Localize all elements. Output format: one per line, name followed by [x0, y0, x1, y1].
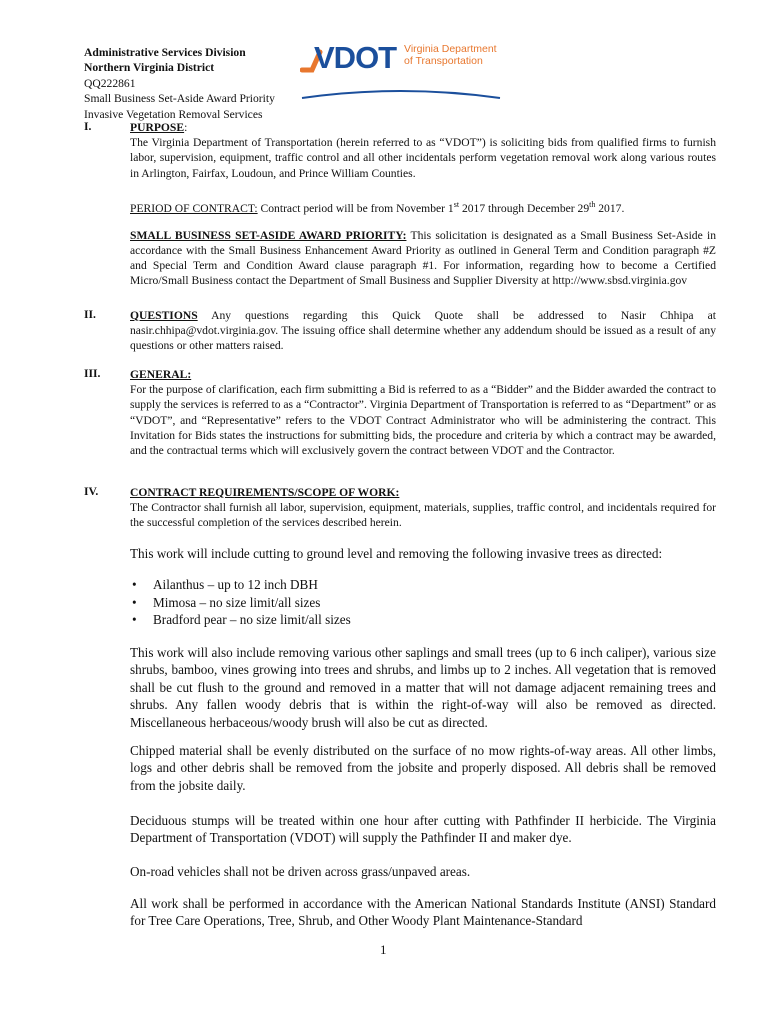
list-item-label: Bradford pear – no size limit/all sizes — [153, 612, 351, 628]
scope-body: The Contractor shall furnish all labor, supervision, equipment, materials, supplies, traffic control, and incidentals required for the successful completion of the services described herein. — [130, 501, 716, 530]
logo-wordmark: VDOT — [314, 40, 397, 75]
bullet-icon: • — [132, 594, 137, 610]
period-of-contract — [130, 197, 716, 216]
page-number: 1 — [380, 942, 387, 957]
invasive-tree-list — [130, 576, 351, 629]
period-sup-a: st — [453, 199, 460, 209]
scope-intro: This work will include cutting to ground level and removing the following invasive trees as directed: — [130, 546, 663, 561]
bullet-icon: • — [132, 577, 137, 592]
scope-heading: CONTRACT REQUIREMENTS/SCOPE OF WORK: — [130, 486, 400, 499]
list-item-label: Mimosa – no size limit/all sizes — [153, 594, 321, 610]
questions-heading: QUESTIONS — [130, 309, 198, 322]
award-type: Small Business Set-Aside Award Priority — [84, 92, 275, 106]
section-scope — [130, 485, 716, 531]
logo-subtitle-line2: of Transportation — [404, 54, 483, 67]
vdot-logo — [300, 40, 510, 106]
section-number-purpose: I. — [84, 120, 92, 133]
scope-paragraph-1: This work will also include removing various other saplings and small trees (up to 6 inch caliper), various size shrubs, bamboo, vines growing into trees and shrubs, and limbs up to 2 inches. All vegetation that is removed shall be cut flush to the ground and removed in a matter that will not damage adjacent remaining trees and shrubs. Any fallen woody debris that is within the right-of-way will also be removed as directed. Miscellaneous herbaceous/woody brush will also be cut as directed. — [130, 645, 716, 730]
list-item — [130, 576, 351, 594]
section-number-general: III. — [84, 367, 101, 380]
division-name: Administrative Services Division — [84, 46, 246, 59]
list-item-label: Ailanthus – up to 12 inch DBH — [153, 577, 318, 592]
section-purpose — [130, 120, 716, 289]
general-body: For the purpose of clarification, each firm submitting a Bid is referred to as a “Bidder” and the Bidder awarded the contract to supply the services is referred to as a “Contractor”. Virginia Department of Transportation is referred to as “Department” or as “VDOT”, and “Representative” refers to the VDOT Contract Administrator who will be administering the contract. This Invitation for Bids states the instructions for submitting bids, the procedure and criteria by which a contract may be awarded, and the contractual terms which will exclusively govern the contract between VDOT and the Contractor. — [130, 383, 716, 458]
list-item — [130, 611, 351, 629]
small-business-set-aside — [130, 228, 716, 289]
document-header — [84, 45, 275, 122]
list-item — [130, 594, 351, 612]
solicitation-number: QQ222861 — [84, 76, 136, 90]
purpose-heading: PURPOSE — [130, 121, 185, 134]
questions-body: Any questions regarding this Quick Quote shall be addressed to Nasir Chhipa at nasir.chhipa@vdot.virginia.gov. The issuing office shall determine whether any addendum should be issued as a result of any questions or other matters raised. — [130, 309, 716, 353]
purpose-body: The Virginia Department of Transportation (herein referred to as “VDOT”) is soliciting bids from qualified firms to furnish labor, supervision, equipment, traffic control and all other incidentals perform vegetation removal work along various routes in Arlington, Fairfax, Loudoun, and Prince William Counties. — [130, 136, 716, 180]
service-title: Invasive Vegetation Removal Services — [84, 107, 263, 121]
period-sup-b: th — [589, 199, 596, 209]
scope-paragraph-4: On-road vehicles shall not be driven across grass/unpaved areas. — [130, 864, 471, 879]
sbsa-label: SMALL BUSINESS SET-ASIDE AWARD PRIORITY: — [130, 228, 407, 242]
logo-subtitle-line1: Virginia Department — [404, 43, 497, 55]
scope-paragraph-2: Chipped material shall be evenly distributed on the surface of no mow rights-of-way areas. All other limbs, logs and other debris shall be removed from the jobsite and properly disposed. All debris shall be removed from the jobsite daily. — [130, 743, 716, 793]
logo-subtitle — [404, 44, 497, 67]
period-text-b: 2017 through December 29 — [459, 201, 590, 215]
section-number-questions: II. — [84, 308, 96, 321]
scope-paragraph-5: All work shall be performed in accordance with the American National Standards Institute (ANSI) Standard for Tree Care Operations, Tree, Shrub, and Other Woody Plant Maintenance-Standard — [130, 896, 716, 929]
period-text-c: 2017. — [595, 201, 625, 215]
purpose-colon: : — [184, 121, 188, 134]
period-label: PERIOD OF CONTRACT: — [130, 201, 258, 215]
district-name: Northern Virginia District — [84, 61, 215, 75]
bullet-icon: • — [132, 612, 137, 628]
scope-paragraph-3: Deciduous stumps will be treated within one hour after cutting with Pathfinder II herbicide. The Virginia Department of Transportation (VDOT) will supply the Pathfinder II and maker dye. — [130, 813, 716, 846]
period-text-a: Contract period will be from November 1 — [257, 201, 454, 215]
general-heading: GENERAL: — [130, 368, 192, 381]
sbsa-text: This solicitation is designated as a Small Business Set-Aside in accordance with the Small Business Enhancement Award Priority as outlined in General Term and Condition paragraph #Z and Special Term and Condition Award clause paragraph #1. For information, regarding how to become a Certified Micro/Small Business contact the Department of Small Business and Supplier Diversity at http://www.sbsd.virginia.gov — [130, 228, 716, 288]
section-number-scope: IV. — [84, 485, 99, 498]
section-general — [130, 367, 716, 458]
section-questions — [130, 308, 716, 354]
